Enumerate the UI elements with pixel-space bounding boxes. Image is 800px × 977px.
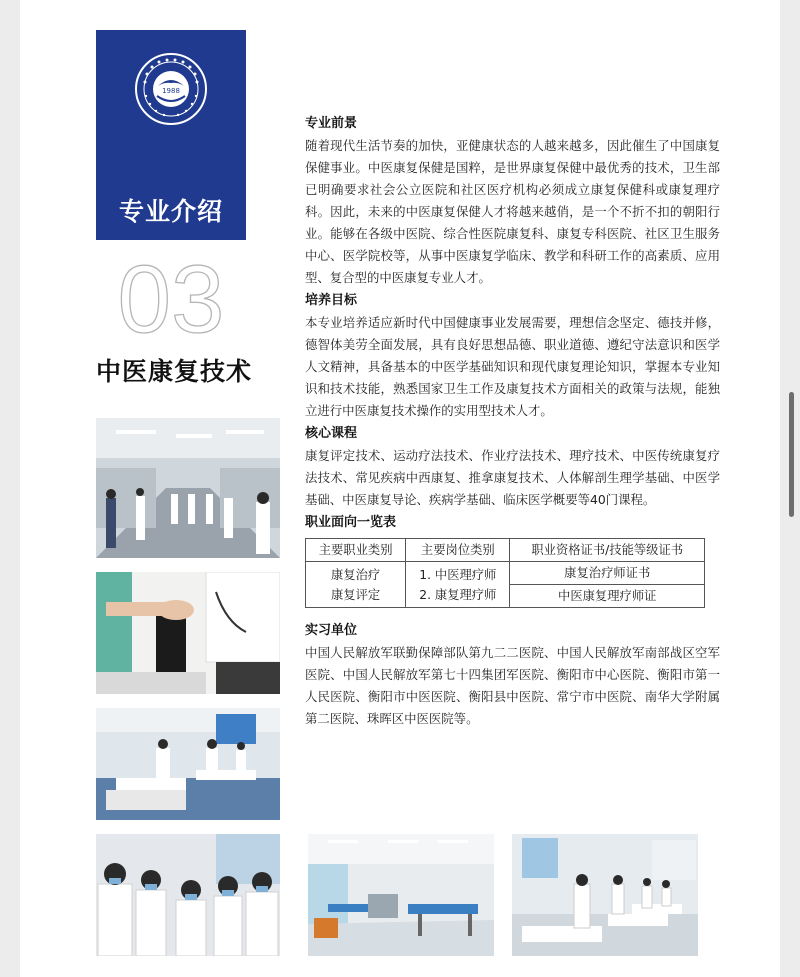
photo-training-hall <box>96 418 280 558</box>
career-col-position: 主要岗位类别 <box>406 539 510 562</box>
career-col-category: 主要职业类别 <box>306 539 406 562</box>
emblem-year: 1988 <box>162 87 180 95</box>
school-emblem-icon <box>134 52 208 126</box>
text-column <box>305 113 720 731</box>
section-header-box <box>96 30 246 240</box>
career-positions-cell <box>406 562 510 608</box>
background-heading: 专业前景 <box>305 116 358 131</box>
courses-heading: 核心课程 <box>305 426 358 441</box>
goals-heading: 培养目标 <box>305 293 358 308</box>
career-table <box>305 538 705 608</box>
career-certificate-1: 康复治疗师证书 <box>510 562 705 585</box>
career-position-2: 2. 康复理疗师 <box>419 587 497 602</box>
career-categories-cell <box>306 562 406 608</box>
section-title: 专业介绍 <box>118 197 223 226</box>
career-table-row <box>306 562 705 585</box>
photo-therapy-closeup <box>96 572 280 694</box>
internships-heading: 实习单位 <box>305 623 358 638</box>
careers-heading: 职业面向一览表 <box>305 515 397 530</box>
section-number <box>96 252 246 342</box>
photo-practice-room <box>512 834 698 956</box>
photo-students-group <box>96 834 280 956</box>
career-position-1: 1. 中医理疗师 <box>419 567 497 582</box>
goals-text: 本专业培养适应新时代中国健康事业发展需要，理想信念坚定、德技并修，德智体美劳全面发展，具有良好思想品德、职业道德、遵纪守法意识和医学人文精神，具备基本的中医学基础知识和现代康复理论知识，掌握本专业知识和技术技能，熟悉国家卫生工作及康复技术方面相关的政策与法规，能独立进行中医康复技术操作的实用型技术人才。 <box>305 315 720 418</box>
career-category-2: 康复评定 <box>331 587 381 602</box>
career-col-certificate: 职业资格证书/技能等级证书 <box>510 539 705 562</box>
photo-rehab-gym <box>308 834 494 956</box>
internships-text: 中国人民解放军联勤保障部队第九二二医院、中国人民解放军南部战区空军医院、中国人民解放军第七十四集团军医院、衡阳市中心医院、衡阳市第一人民医院、衡阳市中医医院、衡阳县中医院、常宁市中医院、南华大学附属第二医院、珠晖区中医医院等。 <box>305 645 720 726</box>
courses-text: 康复评定技术、运动疗法技术、作业疗法技术、理疗技术、中医传统康复疗法技术、常见疾病中西康复、推拿康复技术、人体解剖生理学基础、中医学基础、中医康复导论、疾病学基础、临床医学概要等40门课程。 <box>305 448 720 507</box>
background-text: 随着现代生活节奏的加快，亚健康状态的人越来越多，因此催生了中国康复保健事业。中医康复保健是国粹，是世界康复保健中最优秀的技术，卫生部已明确要求社会公立医院和社区医疗机构必须成立康复保健科或康复理疗科。因此，未来的中医康复保健人才将越来越俏，是一个不折不扣的朝阳行业。能够在各级中医院、综合性医院康复科、康复专科医院、社区卫生服务中心、医学院校等，从事中医康复学临床、教学和科研工作的高素质、应用型、复合型的中医康复专业人才。 <box>305 138 720 285</box>
career-certificate-2: 中医康复理疗师证 <box>510 585 705 608</box>
career-table-header-row <box>306 539 705 562</box>
career-category-1: 康复治疗 <box>331 567 381 582</box>
photo-treatment-room <box>96 708 280 820</box>
section-number-text: 03 <box>117 252 225 342</box>
program-name: 中医康复技术 <box>96 357 253 386</box>
scrollbar-thumb[interactable] <box>789 392 794 517</box>
